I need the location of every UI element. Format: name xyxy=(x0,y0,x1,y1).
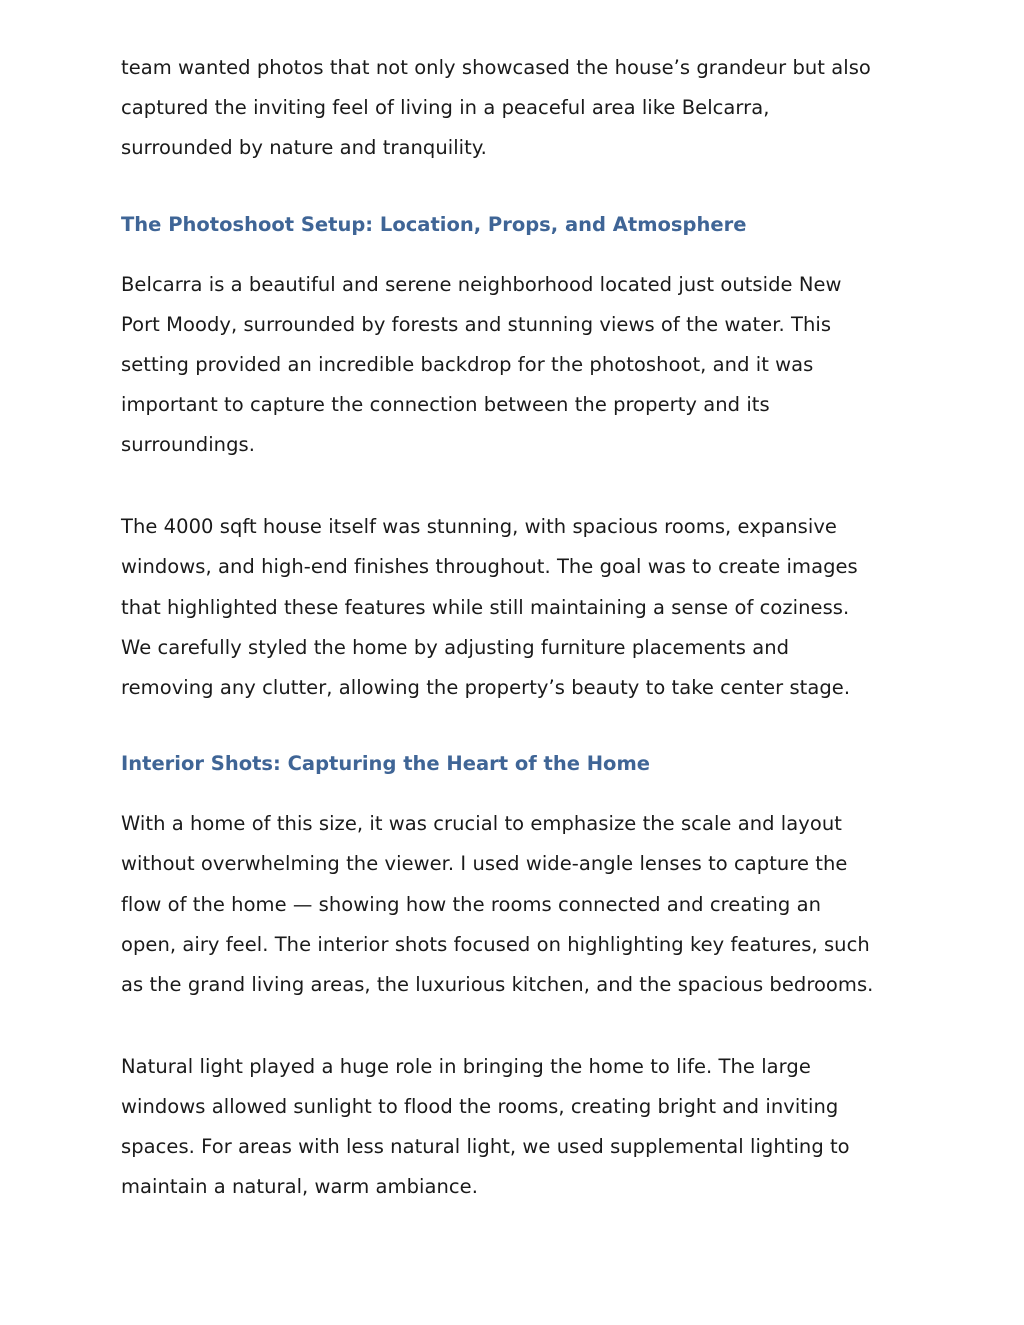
paragraph-line: Belcarra is a beautiful and serene neighborhood located just outside New xyxy=(121,272,842,296)
paragraph-line: open, airy feel. The interior shots focused on highlighting key features, such xyxy=(121,932,870,956)
section2-paragraph-1 xyxy=(121,804,911,1005)
paragraph-line: Natural light played a huge role in bringing the home to life. The large xyxy=(121,1054,811,1078)
paragraph-line: windows, and high-end finishes throughout. The goal was to create images xyxy=(121,555,858,579)
paragraph-line: without overwhelming the viewer. I used wide-angle lenses to capture the xyxy=(121,852,848,876)
paragraph-line: windows allowed sunlight to flood the rooms, creating bright and inviting xyxy=(121,1094,839,1118)
paragraph-line: We carefully styled the home by adjusting furniture placements and xyxy=(121,635,790,659)
paragraph-line: The 4000 sqft house itself was stunning, with spacious rooms, expansive xyxy=(121,515,837,539)
paragraph-line: setting provided an incredible backdrop for the photoshoot, and it was xyxy=(121,353,814,377)
paragraph-line: that highlighted these features while still maintaining a sense of coziness. xyxy=(121,595,850,619)
paragraph-line: flow of the home — showing how the rooms connected and creating an xyxy=(121,892,821,916)
section-heading-photoshoot-setup: The Photoshoot Setup: Location, Props, and Atmosphere xyxy=(121,212,747,236)
paragraph-line: removing any clutter, allowing the property’s beauty to take center stage. xyxy=(121,675,851,699)
paragraph-line: surroundings. xyxy=(121,433,255,457)
intro-paragraph xyxy=(121,48,911,169)
paragraph-line: spaces. For areas with less natural light, we used supplemental lighting to xyxy=(121,1135,850,1159)
paragraph-line: maintain a natural, warm ambiance. xyxy=(121,1175,478,1199)
document-page xyxy=(121,48,911,1207)
paragraph-line: surrounded by nature and tranquility. xyxy=(121,136,487,160)
section1-paragraph-1 xyxy=(121,265,911,466)
paragraph-line: With a home of this size, it was crucial to emphasize the scale and layout xyxy=(121,812,842,836)
paragraph-line: captured the inviting feel of living in a peaceful area like Belcarra, xyxy=(121,96,770,120)
section2-paragraph-2 xyxy=(121,1047,911,1208)
paragraph-line: important to capture the connection between the property and its xyxy=(121,393,770,417)
paragraph-line: team wanted photos that not only showcased the house’s grandeur but also xyxy=(121,56,871,79)
section-heading-interior-shots: Interior Shots: Capturing the Heart of the Home xyxy=(121,752,650,776)
paragraph-line: as the grand living areas, the luxurious kitchen, and the spacious bedrooms. xyxy=(121,972,874,996)
section1-paragraph-2 xyxy=(121,507,911,708)
paragraph-line: Port Moody, surrounded by forests and stunning views of the water. This xyxy=(121,312,832,336)
